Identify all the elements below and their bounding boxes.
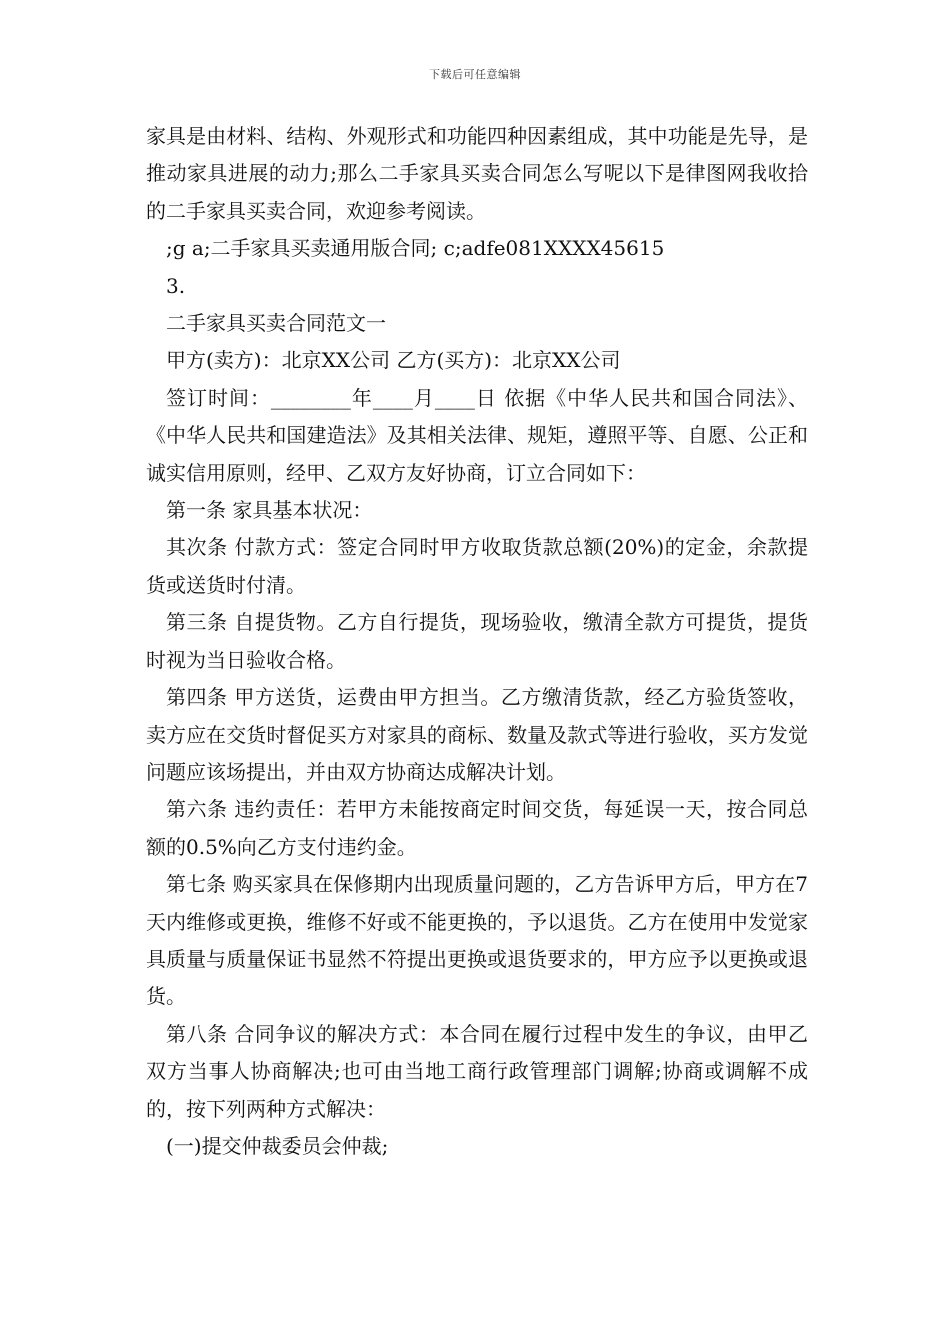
article-4: 第四条 甲方送货，运费由甲方担当。乙方缴清货款，经乙方验货签收，卖方应在交货时督促买方对家具的商标、数量及款式等进行验收，买方发觉问题应该场提出，并由双方协商达成解决计划。 <box>146 685 808 784</box>
article-7: 第七条 购买家具在保修期内出现质量问题的，乙方告诉甲方后，甲方在7天内维修或更换，维修不好或不能更换的，予以退货。乙方在使用中发觉家具质量与质量保证书显然不符提出更换或退货要求的，甲方应予以更换或退货。 <box>146 872 808 1009</box>
dispute-option-1: (一)提交仲裁委员会仲裁; <box>166 1133 389 1158</box>
article-1: 第一条 家具基本状况： <box>166 498 373 523</box>
article-6: 第六条 违约责任：若甲方未能按商定时间交货，每延误一天，按合同总额的0.5%向乙方支付违约金。 <box>146 797 808 859</box>
parties-line: 甲方(卖方)：北京XX公司 乙方(买方)：北京XX公司 <box>166 348 621 373</box>
article-2: 其次条 付款方式：签定合同时甲方收取货款总额(20%)的定金，余款提货或送货时付清。 <box>146 535 808 597</box>
article-8: 第八条 合同争议的解决方式：本合同在履行过程中发生的争议，由甲乙双方当事人协商解决;也可由当地工商行政管理部门调解;协商或调解不成的，按下列两种方式解决： <box>146 1021 808 1121</box>
contract-title: 二手家具买卖合同范文一 <box>166 311 386 336</box>
article-3: 第三条 自提货物。乙方自行提货，现场验收，缴清全款方可提货，提货时视为当日验收合格。 <box>146 610 808 672</box>
page-header: 下载后可任意编辑 <box>429 68 521 81</box>
doc-code-line: ;g a;二手家具买卖通用版合同; c;adfe081XXXX45615 <box>166 236 665 261</box>
signing-paragraph: 签订时间：________年____月____日 依据《中华人民共和国合同法》、《中华人民共和国建造法》及其相关法律、规矩，遵照平等、自愿、公正和诚实信用原则，经甲、乙双方友好协商，订立合同如下： <box>146 385 808 485</box>
section-number: 3. <box>166 273 186 298</box>
document-body <box>146 118 808 1165</box>
intro-paragraph: 家具是由材料、结构、外观形式和功能四种因素组成，其中功能是先导，是推动家具进展的动力;那么二手家具买卖合同怎么写呢以下是律图网我收拾的二手家具买卖合同，欢迎参考阅读。 <box>146 124 808 223</box>
